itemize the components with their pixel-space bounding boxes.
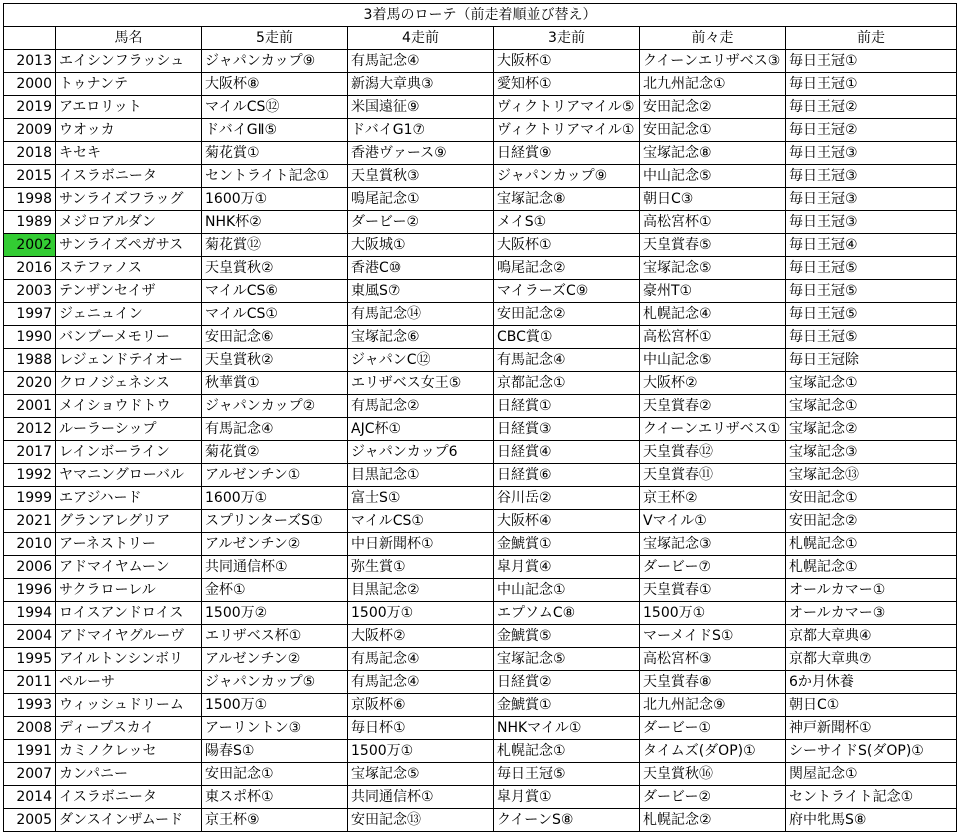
race-5-back-cell: 共同通信杯①	[202, 556, 348, 579]
race-3-back-cell: 皐月賞①	[494, 786, 640, 809]
race-5-back-cell: ジャパンカップ⑨	[202, 50, 348, 73]
year-cell: 1997	[4, 303, 56, 326]
race-3-back-cell: 毎日王冠⑤	[494, 763, 640, 786]
race-4-back-cell: 香港C⑩	[348, 257, 494, 280]
last-race-cell: 宝塚記念①	[786, 372, 957, 395]
table-row	[4, 96, 957, 119]
table-row	[4, 188, 957, 211]
race-2-back-cell: 天皇賞春⑪	[640, 464, 786, 487]
year-cell: 1988	[4, 349, 56, 372]
race-2-back-cell: 高松宮杯①	[640, 211, 786, 234]
race-3-back-cell: 日経賞⑨	[494, 142, 640, 165]
race-4-back-cell: 有馬記念④	[348, 671, 494, 694]
race-4-back-cell: 宝塚記念⑤	[348, 763, 494, 786]
horse-name-cell: ウィッシュドリーム	[56, 694, 202, 717]
year-cell: 2006	[4, 556, 56, 579]
last-race-cell: 毎日王冠①	[786, 50, 957, 73]
last-race-cell: 関屋記念①	[786, 763, 957, 786]
horse-name-cell: ヤマニングローバル	[56, 464, 202, 487]
race-2-back-cell: Vマイル①	[640, 510, 786, 533]
horse-name-cell: ルーラーシップ	[56, 418, 202, 441]
race-3-back-cell: 谷川岳②	[494, 487, 640, 510]
rotation-table	[3, 3, 957, 832]
table-row	[4, 50, 957, 73]
race-4-back-cell: ドバイG1⑦	[348, 119, 494, 142]
race-5-back-cell: 菊花賞⑫	[202, 234, 348, 257]
last-race-cell: 毎日王冠⑤	[786, 280, 957, 303]
table-row	[4, 648, 957, 671]
race-2-back-cell: 天皇賞春⑫	[640, 441, 786, 464]
header-row	[4, 27, 957, 50]
race-4-back-cell: 有馬記念②	[348, 395, 494, 418]
race-2-back-cell: 北九州記念⑨	[640, 694, 786, 717]
last-race-cell: セントライト記念①	[786, 786, 957, 809]
table-row	[4, 372, 957, 395]
race-4-back-cell: 毎日杯①	[348, 717, 494, 740]
race-5-back-cell: 秋華賞①	[202, 372, 348, 395]
race-4-back-cell: 東風S⑦	[348, 280, 494, 303]
race-3-back-cell: 金鯱賞①	[494, 694, 640, 717]
race-4-back-cell: 弥生賞①	[348, 556, 494, 579]
title-row	[4, 4, 957, 27]
horse-name-cell: キセキ	[56, 142, 202, 165]
year-cell: 2018	[4, 142, 56, 165]
table-row	[4, 395, 957, 418]
table-row	[4, 671, 957, 694]
horse-name-cell: アイルトンシンボリ	[56, 648, 202, 671]
race-5-back-cell: 菊花賞②	[202, 441, 348, 464]
race-2-back-cell: 札幌記念④	[640, 303, 786, 326]
table-row	[4, 441, 957, 464]
header-horse-name: 馬名	[56, 27, 202, 50]
year-cell: 2003	[4, 280, 56, 303]
race-3-back-cell: 京都記念①	[494, 372, 640, 395]
last-race-cell: 安田記念①	[786, 487, 957, 510]
last-race-cell: 札幌記念①	[786, 533, 957, 556]
race-5-back-cell: アルゼンチン②	[202, 648, 348, 671]
race-3-back-cell: 日経賞②	[494, 671, 640, 694]
race-5-back-cell: エリザベス杯①	[202, 625, 348, 648]
last-race-cell: 神戸新聞杯①	[786, 717, 957, 740]
race-5-back-cell: マイルCS⑫	[202, 96, 348, 119]
race-2-back-cell: 天皇賞春②	[640, 395, 786, 418]
year-cell: 2010	[4, 533, 56, 556]
race-3-back-cell: CBC賞①	[494, 326, 640, 349]
horse-name-cell: サンライズフラッグ	[56, 188, 202, 211]
last-race-cell: 宝塚記念⑬	[786, 464, 957, 487]
horse-name-cell: アーネストリー	[56, 533, 202, 556]
race-5-back-cell: ドバイGⅡ⑤	[202, 119, 348, 142]
race-3-back-cell: 日経賞⑥	[494, 464, 640, 487]
last-race-cell: 宝塚記念①	[786, 395, 957, 418]
race-3-back-cell: 日経賞④	[494, 441, 640, 464]
race-5-back-cell: 金杯①	[202, 579, 348, 602]
race-2-back-cell: 札幌記念②	[640, 809, 786, 832]
horse-name-cell: メジロアルダン	[56, 211, 202, 234]
race-3-back-cell: 大阪杯④	[494, 510, 640, 533]
year-cell: 1999	[4, 487, 56, 510]
race-5-back-cell: 安田記念⑥	[202, 326, 348, 349]
race-3-back-cell: 宝塚記念⑧	[494, 188, 640, 211]
last-race-cell: 毎日王冠③	[786, 165, 957, 188]
year-cell: 2011	[4, 671, 56, 694]
race-5-back-cell: セントライト記念①	[202, 165, 348, 188]
year-cell: 1992	[4, 464, 56, 487]
table-row	[4, 326, 957, 349]
table-row	[4, 418, 957, 441]
race-4-back-cell: 安田記念⑬	[348, 809, 494, 832]
horse-name-cell: ステファノス	[56, 257, 202, 280]
race-2-back-cell: 朝日C③	[640, 188, 786, 211]
race-5-back-cell: 1600万①	[202, 487, 348, 510]
race-3-back-cell: 大阪杯①	[494, 234, 640, 257]
horse-name-cell: アドマイヤグルーヴ	[56, 625, 202, 648]
table-row	[4, 717, 957, 740]
race-4-back-cell: 京阪杯⑥	[348, 694, 494, 717]
race-3-back-cell: 皐月賞④	[494, 556, 640, 579]
race-3-back-cell: 安田記念②	[494, 303, 640, 326]
year-cell: 2015	[4, 165, 56, 188]
race-3-back-cell: 大阪杯①	[494, 50, 640, 73]
horse-name-cell: ロイスアンドロイス	[56, 602, 202, 625]
year-cell: 1990	[4, 326, 56, 349]
last-race-cell: 毎日王冠②	[786, 119, 957, 142]
horse-name-cell: メイショウドトウ	[56, 395, 202, 418]
horse-name-cell: エアジハード	[56, 487, 202, 510]
table-row	[4, 349, 957, 372]
race-2-back-cell: 安田記念②	[640, 96, 786, 119]
year-cell: 2013	[4, 50, 56, 73]
last-race-cell: 毎日王冠⑤	[786, 303, 957, 326]
race-2-back-cell: ダービー⑦	[640, 556, 786, 579]
horse-name-cell: イスラボニータ	[56, 165, 202, 188]
horse-name-cell: ディープスカイ	[56, 717, 202, 740]
last-race-cell: 京都大章典⑦	[786, 648, 957, 671]
race-3-back-cell: ヴィクトリアマイル①	[494, 119, 640, 142]
race-4-back-cell: エリザベス女王⑤	[348, 372, 494, 395]
horse-name-cell: レインボーライン	[56, 441, 202, 464]
race-5-back-cell: 天皇賞秋②	[202, 257, 348, 280]
race-5-back-cell: 1600万①	[202, 188, 348, 211]
race-2-back-cell: ダービー①	[640, 717, 786, 740]
last-race-cell: 朝日C①	[786, 694, 957, 717]
race-3-back-cell: メイS①	[494, 211, 640, 234]
table-row	[4, 579, 957, 602]
header-last-race: 前走	[786, 27, 957, 50]
race-3-back-cell: 鳴尾記念②	[494, 257, 640, 280]
last-race-cell: 毎日王冠除	[786, 349, 957, 372]
last-race-cell: 毎日王冠⑤	[786, 326, 957, 349]
year-cell: 1991	[4, 740, 56, 763]
last-race-cell: 宝塚記念②	[786, 418, 957, 441]
table-row	[4, 280, 957, 303]
race-3-back-cell: 中山記念①	[494, 579, 640, 602]
horse-name-cell: エイシンフラッシュ	[56, 50, 202, 73]
race-5-back-cell: ジャパンカップ②	[202, 395, 348, 418]
year-cell: 2007	[4, 763, 56, 786]
year-cell: 2002	[4, 234, 56, 257]
year-cell: 2021	[4, 510, 56, 533]
horse-name-cell: クロノジェネシス	[56, 372, 202, 395]
race-4-back-cell: 有馬記念④	[348, 50, 494, 73]
race-3-back-cell: 金鯱賞⑤	[494, 625, 640, 648]
last-race-cell: 宝塚記念③	[786, 441, 957, 464]
last-race-cell: 府中牝馬S⑧	[786, 809, 957, 832]
year-cell: 1989	[4, 211, 56, 234]
race-3-back-cell: 日経賞③	[494, 418, 640, 441]
race-2-back-cell: 安田記念①	[640, 119, 786, 142]
race-4-back-cell: ジャパンC⑫	[348, 349, 494, 372]
race-5-back-cell: 東スポ杯①	[202, 786, 348, 809]
table-row	[4, 786, 957, 809]
last-race-cell: 毎日王冠①	[786, 73, 957, 96]
table-row	[4, 740, 957, 763]
horse-name-cell: ペルーサ	[56, 671, 202, 694]
race-2-back-cell: 京王杯②	[640, 487, 786, 510]
race-4-back-cell: 有馬記念④	[348, 648, 494, 671]
table-row	[4, 809, 957, 832]
race-5-back-cell: 1500万①	[202, 694, 348, 717]
header-race-3-back: 3走前	[494, 27, 640, 50]
race-4-back-cell: マイルCS①	[348, 510, 494, 533]
race-5-back-cell: NHK杯②	[202, 211, 348, 234]
year-cell: 1995	[4, 648, 56, 671]
race-3-back-cell: 愛知杯①	[494, 73, 640, 96]
table-row	[4, 694, 957, 717]
year-cell: 2019	[4, 96, 56, 119]
last-race-cell: 京都大章典④	[786, 625, 957, 648]
table-row	[4, 533, 957, 556]
race-2-back-cell: 高松宮杯①	[640, 326, 786, 349]
table-row	[4, 625, 957, 648]
race-4-back-cell: 天皇賞秋③	[348, 165, 494, 188]
race-5-back-cell: アルゼンチン①	[202, 464, 348, 487]
race-4-back-cell: 宝塚記念⑥	[348, 326, 494, 349]
race-3-back-cell: 宝塚記念⑤	[494, 648, 640, 671]
race-4-back-cell: 米国遠征⑨	[348, 96, 494, 119]
horse-name-cell: グランアレグリア	[56, 510, 202, 533]
race-3-back-cell: エプソムC⑧	[494, 602, 640, 625]
year-cell: 2000	[4, 73, 56, 96]
horse-name-cell: カンパニー	[56, 763, 202, 786]
last-race-cell: 6か月休養	[786, 671, 957, 694]
table-row	[4, 165, 957, 188]
race-4-back-cell: 富士S①	[348, 487, 494, 510]
race-5-back-cell: 陽春S①	[202, 740, 348, 763]
last-race-cell: 毎日王冠⑤	[786, 257, 957, 280]
last-race-cell: 安田記念②	[786, 510, 957, 533]
horse-name-cell: バンブーメモリー	[56, 326, 202, 349]
year-cell: 1993	[4, 694, 56, 717]
year-cell: 2009	[4, 119, 56, 142]
table-row	[4, 211, 957, 234]
race-2-back-cell: 宝塚記念⑧	[640, 142, 786, 165]
table-row	[4, 142, 957, 165]
table-row	[4, 303, 957, 326]
race-4-back-cell: 1500万①	[348, 602, 494, 625]
table-row	[4, 487, 957, 510]
race-3-back-cell: クイーンS⑧	[494, 809, 640, 832]
table-row	[4, 234, 957, 257]
race-5-back-cell: 京王杯⑨	[202, 809, 348, 832]
race-2-back-cell: タイムズ(ダOP)①	[640, 740, 786, 763]
horse-name-cell: テンザンセイザ	[56, 280, 202, 303]
horse-name-cell: アドマイヤムーン	[56, 556, 202, 579]
last-race-cell: 毎日王冠④	[786, 234, 957, 257]
race-3-back-cell: 日経賞①	[494, 395, 640, 418]
table-row	[4, 73, 957, 96]
race-2-back-cell: 天皇賞春⑧	[640, 671, 786, 694]
table-row	[4, 602, 957, 625]
horse-name-cell: トゥナンテ	[56, 73, 202, 96]
race-5-back-cell: ジャパンカップ⑤	[202, 671, 348, 694]
race-5-back-cell: 安田記念①	[202, 763, 348, 786]
horse-name-cell: ジェニュイン	[56, 303, 202, 326]
race-2-back-cell: 高松宮杯③	[640, 648, 786, 671]
race-5-back-cell: 大阪杯⑧	[202, 73, 348, 96]
year-cell: 2008	[4, 717, 56, 740]
table-row	[4, 464, 957, 487]
table-title: 3着馬のローテ（前走着順並び替え）	[4, 4, 957, 27]
header-race-4-back: 4走前	[348, 27, 494, 50]
race-4-back-cell: 目黒記念①	[348, 464, 494, 487]
table-row	[4, 119, 957, 142]
race-4-back-cell: 有馬記念⑭	[348, 303, 494, 326]
race-4-back-cell: 大阪杯②	[348, 625, 494, 648]
last-race-cell: 毎日王冠③	[786, 188, 957, 211]
race-2-back-cell: 天皇賞秋⑯	[640, 763, 786, 786]
race-4-back-cell: ジャパンカップ6	[348, 441, 494, 464]
race-3-back-cell: 札幌記念①	[494, 740, 640, 763]
year-cell: 2004	[4, 625, 56, 648]
year-cell: 2005	[4, 809, 56, 832]
table-row	[4, 257, 957, 280]
last-race-cell: オールカマー①	[786, 579, 957, 602]
horse-name-cell: カミノクレッセ	[56, 740, 202, 763]
header-year	[4, 27, 56, 50]
race-5-back-cell: アルゼンチン②	[202, 533, 348, 556]
year-cell: 2020	[4, 372, 56, 395]
race-4-back-cell: 鳴尾記念①	[348, 188, 494, 211]
race-4-back-cell: 中日新聞杯①	[348, 533, 494, 556]
year-cell: 1994	[4, 602, 56, 625]
race-2-back-cell: 大阪杯②	[640, 372, 786, 395]
race-2-back-cell: 北九州記念①	[640, 73, 786, 96]
race-5-back-cell: マイルCS⑥	[202, 280, 348, 303]
race-3-back-cell: 有馬記念④	[494, 349, 640, 372]
race-2-back-cell: 豪州T①	[640, 280, 786, 303]
race-4-back-cell: 1500万①	[348, 740, 494, 763]
last-race-cell: 札幌記念①	[786, 556, 957, 579]
horse-name-cell: イスラボニータ	[56, 786, 202, 809]
horse-name-cell: レジェンドテイオー	[56, 349, 202, 372]
year-cell: 2001	[4, 395, 56, 418]
race-2-back-cell: 1500万①	[640, 602, 786, 625]
race-2-back-cell: マーメイドS①	[640, 625, 786, 648]
table-body	[4, 50, 957, 832]
race-4-back-cell: 共同通信杯①	[348, 786, 494, 809]
race-3-back-cell: NHKマイル①	[494, 717, 640, 740]
year-cell: 2017	[4, 441, 56, 464]
race-5-back-cell: アーリントン③	[202, 717, 348, 740]
last-race-cell: オールカマー③	[786, 602, 957, 625]
race-4-back-cell: 香港ヴァース⑨	[348, 142, 494, 165]
race-4-back-cell: 新潟大章典③	[348, 73, 494, 96]
race-5-back-cell: 有馬記念④	[202, 418, 348, 441]
table-row	[4, 763, 957, 786]
race-2-back-cell: 中山記念⑤	[640, 165, 786, 188]
race-2-back-cell: 宝塚記念⑤	[640, 257, 786, 280]
race-3-back-cell: ジャパンカップ⑨	[494, 165, 640, 188]
table-row	[4, 510, 957, 533]
last-race-cell: 毎日王冠③	[786, 211, 957, 234]
race-3-back-cell: ヴィクトリアマイル⑤	[494, 96, 640, 119]
race-2-back-cell: 天皇賞春①	[640, 579, 786, 602]
race-5-back-cell: 1500万②	[202, 602, 348, 625]
race-2-back-cell: 中山記念⑤	[640, 349, 786, 372]
horse-name-cell: サンライズペガサス	[56, 234, 202, 257]
year-cell: 2014	[4, 786, 56, 809]
horse-name-cell: ダンスインザムード	[56, 809, 202, 832]
race-5-back-cell: スプリンターズS①	[202, 510, 348, 533]
year-cell: 2012	[4, 418, 56, 441]
last-race-cell: 毎日王冠③	[786, 142, 957, 165]
header-race-5-back: 5走前	[202, 27, 348, 50]
horse-name-cell: サクラローレル	[56, 579, 202, 602]
horse-name-cell: アエロリット	[56, 96, 202, 119]
race-4-back-cell: 大阪城①	[348, 234, 494, 257]
race-2-back-cell: 宝塚記念③	[640, 533, 786, 556]
race-3-back-cell: マイラーズC⑨	[494, 280, 640, 303]
race-5-back-cell: マイルCS①	[202, 303, 348, 326]
year-cell: 1996	[4, 579, 56, 602]
race-2-back-cell: クイーンエリザベス③	[640, 50, 786, 73]
horse-name-cell: ウオッカ	[56, 119, 202, 142]
year-cell: 1998	[4, 188, 56, 211]
header-race-2-back: 前々走	[640, 27, 786, 50]
race-4-back-cell: AJC杯①	[348, 418, 494, 441]
table-row	[4, 556, 957, 579]
race-5-back-cell: 菊花賞①	[202, 142, 348, 165]
race-2-back-cell: クイーンエリザベス①	[640, 418, 786, 441]
race-4-back-cell: ダービー②	[348, 211, 494, 234]
year-cell: 2016	[4, 257, 56, 280]
race-5-back-cell: 天皇賞秋②	[202, 349, 348, 372]
race-4-back-cell: 目黒記念②	[348, 579, 494, 602]
race-2-back-cell: 天皇賞春⑤	[640, 234, 786, 257]
last-race-cell: シーサイドS(ダOP)①	[786, 740, 957, 763]
last-race-cell: 毎日王冠②	[786, 96, 957, 119]
race-2-back-cell: ダービー②	[640, 786, 786, 809]
race-3-back-cell: 金鯱賞①	[494, 533, 640, 556]
